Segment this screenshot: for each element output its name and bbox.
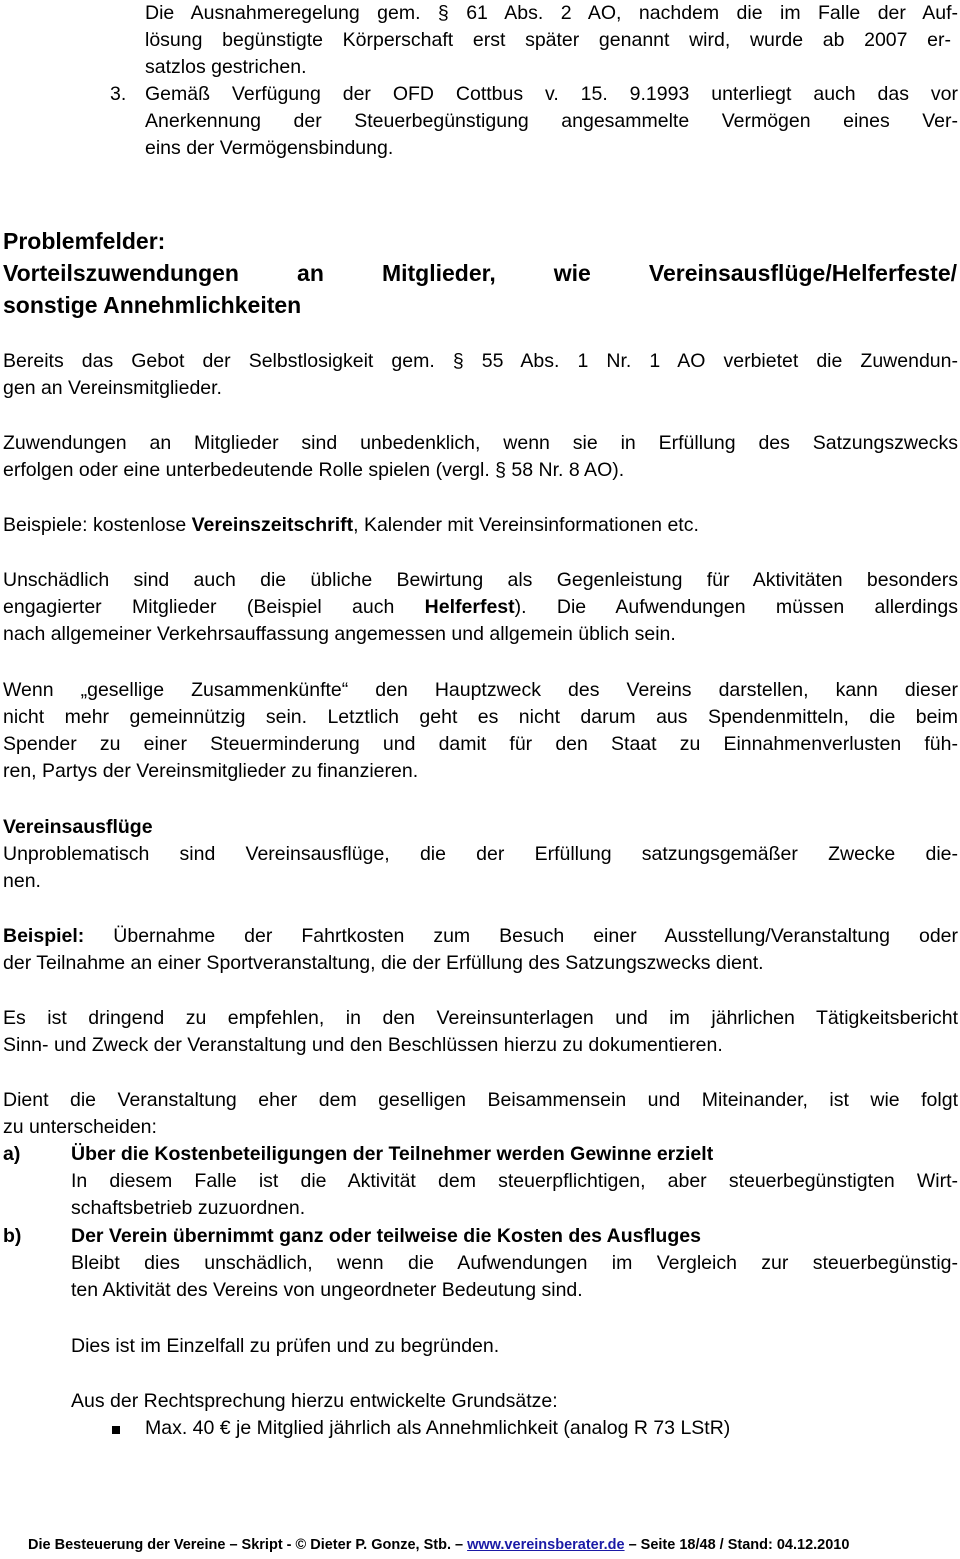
footer-link[interactable]: www.vereinsberater.de (467, 1537, 625, 1553)
paragraph-line: Spender zu einer Steuerminderung und damit für den Staat zu Einnahmenverlusten füh- (3, 733, 958, 755)
intro-line: Die Ausnahmeregelung gem. § 61 Abs. 2 AO, nachdem die im Falle der Auf- (145, 2, 958, 24)
paragraph-line: Bleibt dies unschädlich, wenn die Aufwendungen im Vergleich zur steuerbegünstig- (71, 1252, 958, 1274)
footer-left: Die Besteuerung der Vereine – Skript - © Dieter P. Gonze, Stb. – (28, 1537, 468, 1553)
section-heading: Vorteilszuwendungen an Mitglieder, wie Vereinsausflüge/Helferfeste/ (3, 260, 957, 286)
paragraph-line: Aus der Rechtsprechung hierzu entwickelte Grundsätze: (71, 1390, 558, 1412)
paragraph-line: engagierter Mitglieder (Beispiel auch Helferfest). Die Aufwendungen müssen allerdings (3, 596, 958, 618)
paragraph-line: Unproblematisch sind Vereinsausflüge, die der Erfüllung satzungsgemäßer Zwecke die- (3, 843, 958, 865)
intro-line: satzlos gestrichen. (145, 56, 307, 78)
case-title: Der Verein übernimmt ganz oder teilweise die Kosten des Ausfluges (71, 1225, 701, 1247)
footer-right: – Seite 18/48 / Stand: 04.12.2010 (624, 1537, 850, 1553)
intro-line: lösung begünstigte Körperschaft erst später genannt wird, wurde ab 2007 er- (145, 29, 951, 51)
bold-label: Beispiel: (3, 925, 85, 947)
paragraph-line: nen. (3, 870, 41, 892)
paragraph-line: In diesem Falle ist die Aktivität dem steuerpflichtigen, aber steuerbegünstigten Wirt- (71, 1170, 958, 1192)
paragraph-line: erfolgen oder eine unterbedeutende Rolle spielen (vergl. § 58 Nr. 8 AO). (3, 459, 625, 481)
paragraph-line: zu unterscheiden: (3, 1116, 157, 1138)
paragraph-line: ten Aktivität des Vereins von ungeordneter Bedeutung sind. (71, 1279, 583, 1301)
page-footer (28, 1535, 933, 1555)
bold-term: Vereinszeitschrift (191, 514, 354, 536)
paragraph-line: Dies ist im Einzelfall zu prüfen und zu begründen. (71, 1335, 500, 1357)
paragraph-line: Bereits das Gebot der Selbstlosigkeit gem. § 55 Abs. 1 Nr. 1 AO verbietet die Zuwendun- (3, 350, 958, 372)
paragraph-line: nicht mehr gemeinnützig sein. Letztlich geht es nicht darum aus Spendenmitteln, die beim (3, 706, 958, 728)
paragraph-line: Unschädlich sind auch die übliche Bewirtung als Gegenleistung für Aktivitäten besonders (3, 569, 958, 591)
bullet-item: Max. 40 € je Mitglied jährlich als Annehmlichkeit (analog R 73 LStR) (145, 1417, 731, 1439)
paragraph-line: Beispiel: Übernahme der Fahrtkosten zum Besuch einer Ausstellung/Veranstaltung oder (3, 925, 958, 947)
paragraph-line: ren, Partys der Vereinsmitglieder zu finanzieren. (3, 760, 419, 782)
paragraph-line: Wenn „gesellige Zusammenkünfte“ den Hauptzweck des Vereins darstellen, kann dieser (3, 679, 958, 701)
paragraph-line: schaftsbetrieb zuzuordnen. (71, 1197, 306, 1219)
case-label: a) (3, 1143, 21, 1165)
list-item-line: Gemäß Verfügung der OFD Cottbus v. 15. 9.1993 unterliegt auch das vor (145, 83, 958, 105)
paragraph-line: nach allgemeiner Verkehrsauffassung angemessen und allgemein üblich sein. (3, 623, 676, 645)
paragraph-line: Sinn- und Zweck der Veranstaltung und den Beschlüssen hierzu zu dokumentieren. (3, 1034, 723, 1056)
list-item-line: Anerkennung der Steuerbegünstigung angesammelte Vermögen eines Ver- (145, 110, 958, 132)
section-heading: Problemfelder: (3, 228, 166, 254)
case-label: b) (3, 1225, 22, 1247)
bold-term: Helferfest (424, 596, 515, 618)
case-title: Über die Kostenbeteiligungen der Teilnehmer werden Gewinne erzielt (71, 1143, 714, 1165)
list-number: 3. (110, 83, 127, 105)
section-heading: sonstige Annehmlichkeiten (3, 292, 302, 318)
bullet-square-icon (112, 1415, 120, 1442)
paragraph-line: Beispiele: kostenlose Vereinszeitschrift, Kalender mit Vereinsinformationen etc. (3, 514, 699, 536)
subheading: Vereinsausflüge (3, 816, 153, 838)
paragraph-line: Zuwendungen an Mitglieder sind unbedenklich, wenn sie in Erfüllung des Satzungszwecks (3, 432, 958, 454)
paragraph-line: Es ist dringend zu empfehlen, in den Vereinsunterlagen und im jährlichen Tätigkeitsbericht (3, 1007, 958, 1029)
list-item-line: eins der Vermögensbindung. (145, 137, 394, 159)
paragraph-line: Dient die Veranstaltung eher dem geselligen Beisammensein und Miteinander, ist wie folgt (3, 1089, 958, 1111)
paragraph-line: der Teilnahme an einer Sportveranstaltung, die der Erfüllung des Satzungszwecks dient. (3, 952, 764, 974)
paragraph-line: gen an Vereinsmitglieder. (3, 377, 222, 399)
